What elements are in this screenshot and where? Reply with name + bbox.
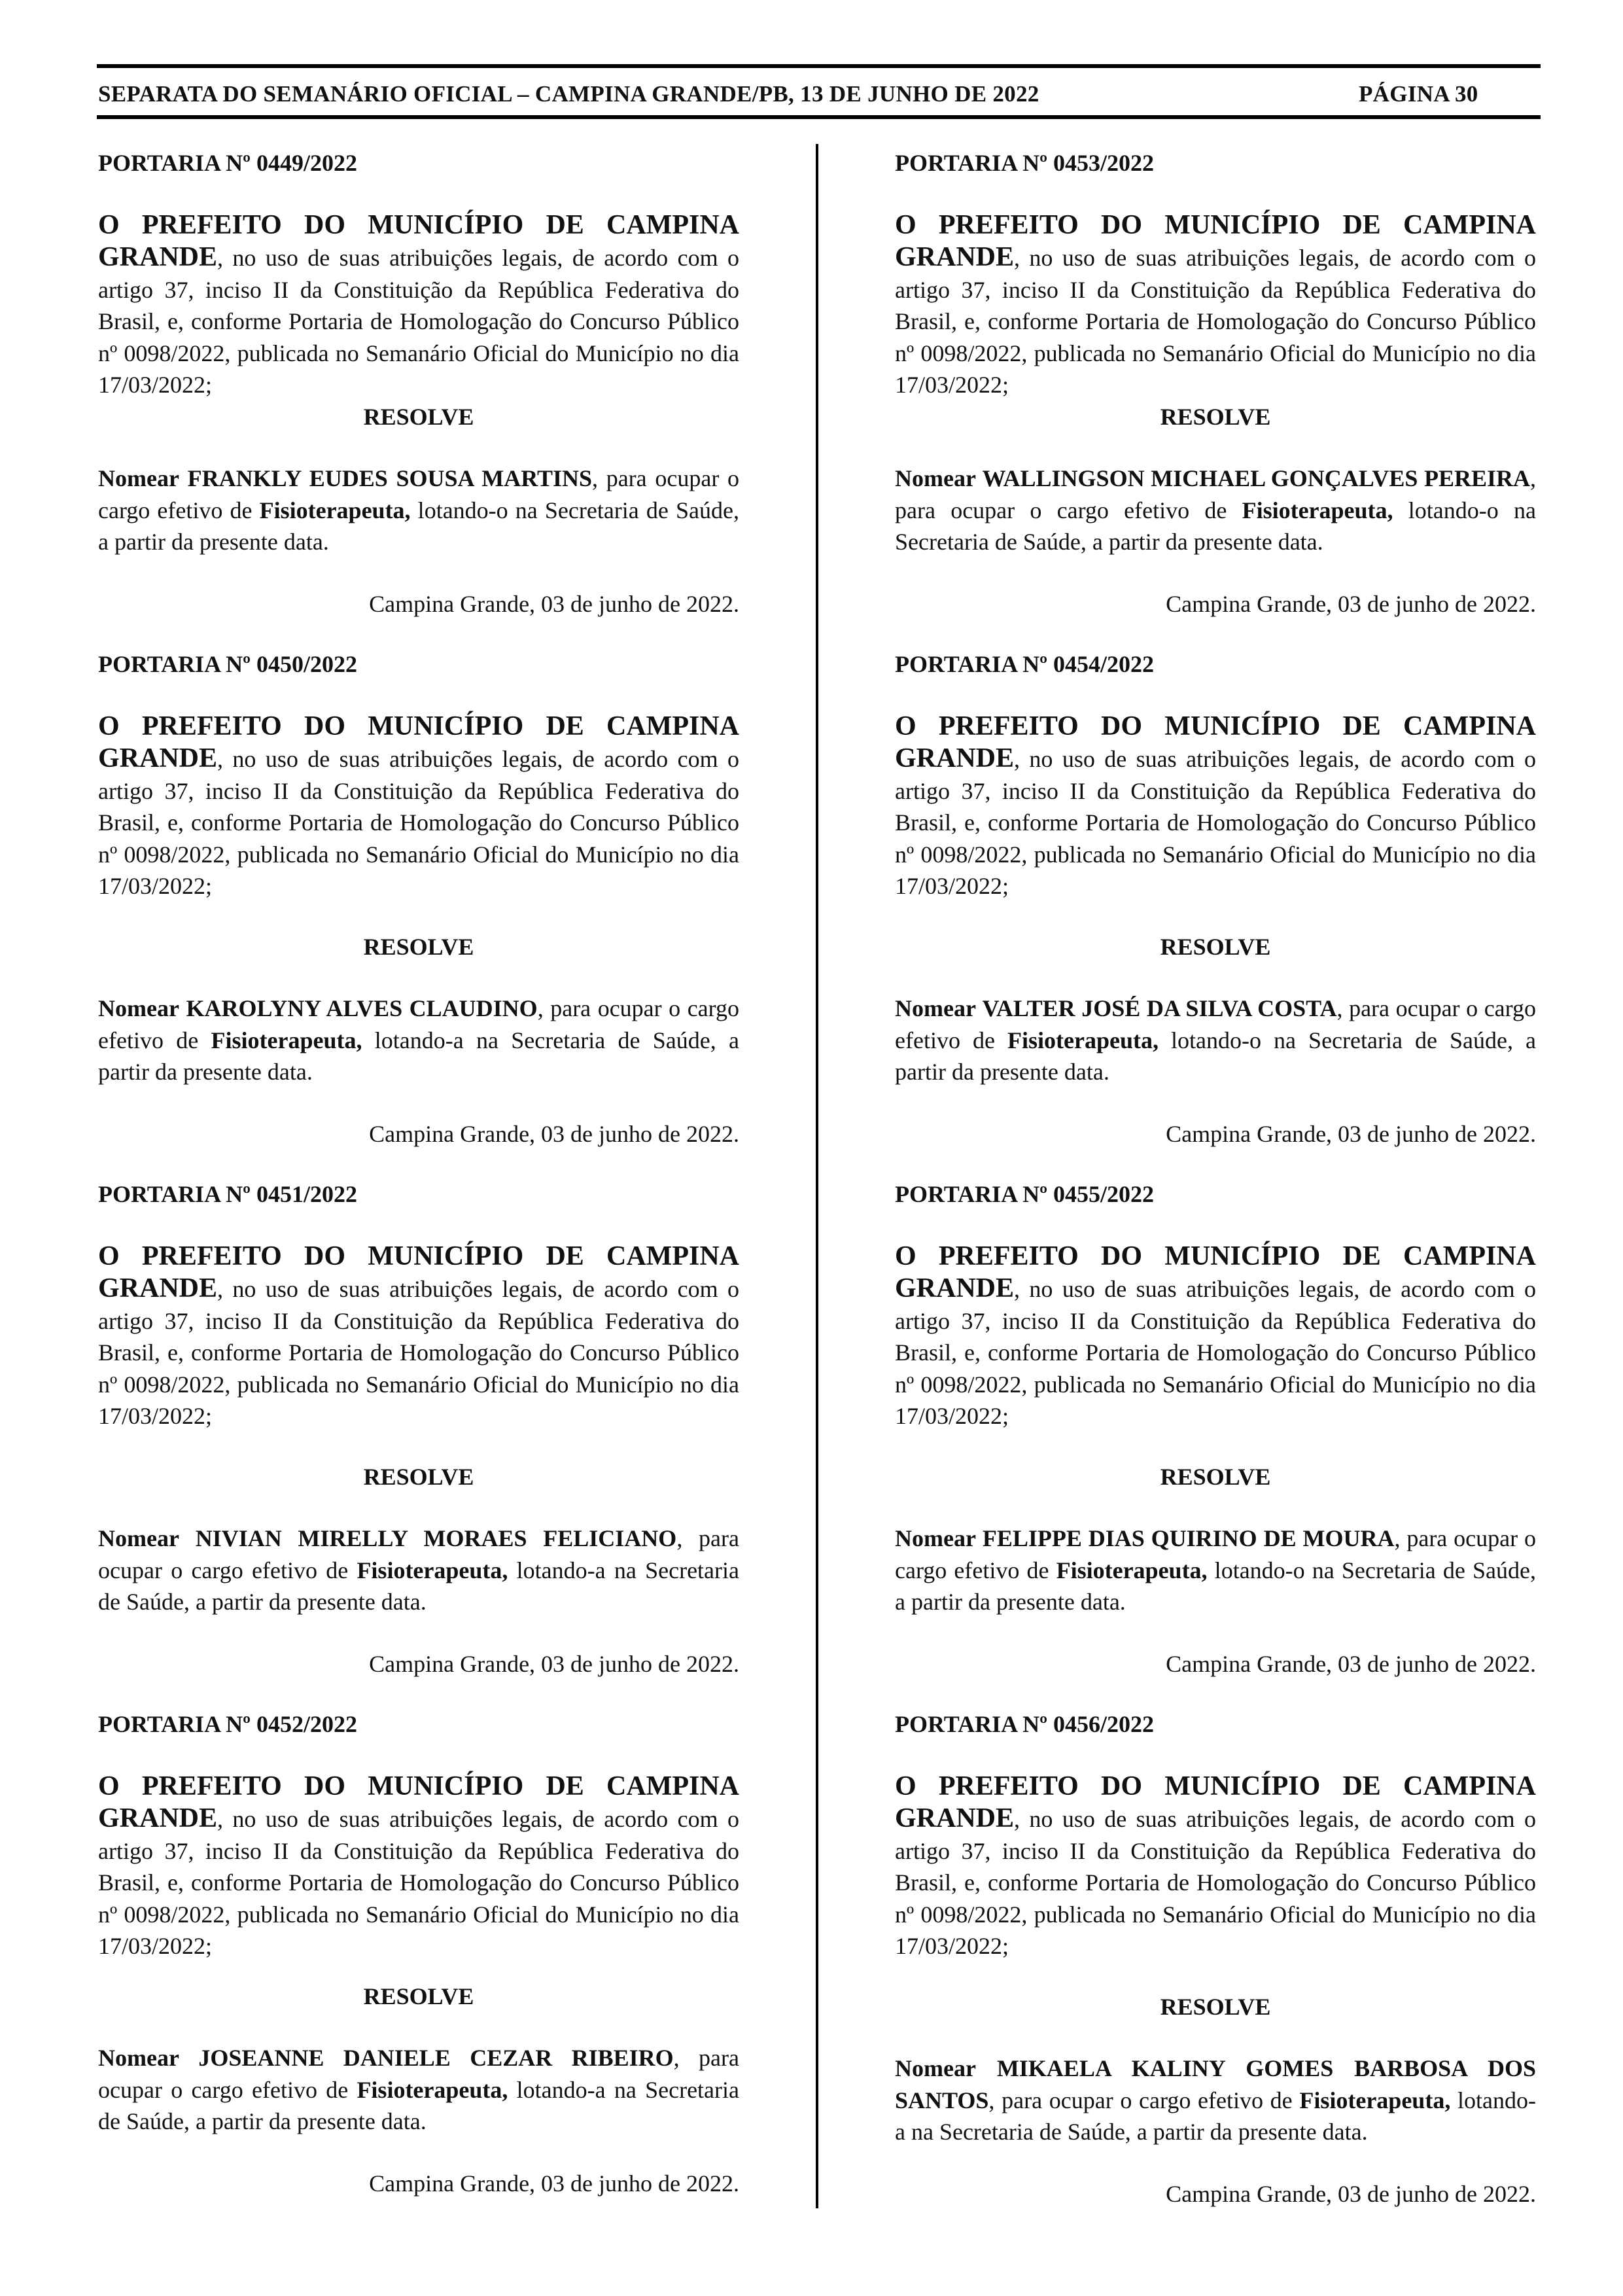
cargo-name: Fisioterapeuta, bbox=[1056, 1557, 1208, 1583]
nomear-label: Nomear bbox=[98, 465, 179, 491]
portaria-title: PORTARIA Nº 0456/2022 bbox=[895, 1711, 1154, 1737]
portaria-intro bbox=[895, 209, 1536, 401]
resolve-heading: RESOLVE bbox=[363, 1463, 474, 1490]
prefeito-label: O PREFEITO DO MUNICÍPIO DE CAMPINA GRANDE bbox=[98, 209, 739, 272]
signature-date: Campina Grande, 03 de junho de 2022. bbox=[1166, 1120, 1536, 1147]
cargo-name: Fisioterapeuta, bbox=[259, 497, 411, 523]
intro-text: , no uso de suas atribuições legais, de acordo com o artigo 37, inciso II da Constituição da República Federativa do Brasil, e, conforme Portaria de Homologação do Concurso Público nº 0098/2022, publicada no Semanário Oficial do Município no dia 17/03/2022; bbox=[98, 746, 739, 899]
signature-date: Campina Grande, 03 de junho de 2022. bbox=[1166, 590, 1536, 617]
nomeacao-suffix: lotando-a na Secretaria de Saúde, a partir da presente data. bbox=[895, 2087, 1536, 2145]
portaria-intro bbox=[895, 711, 1536, 902]
portaria-0454 bbox=[895, 648, 1536, 1150]
nomeacao-text bbox=[895, 2053, 1536, 2148]
nomear-label: Nomear bbox=[98, 1525, 179, 1551]
intro-text: , no uso de suas atribuições legais, de acordo com o artigo 37, inciso II da Constituição da República Federativa do Brasil, e, conforme Portaria de Homologação do Concurso Público nº 0098/2022, publicada no Semanário Oficial do Município no dia 17/03/2022; bbox=[98, 245, 739, 398]
intro-text: , no uso de suas atribuições legais, de acordo com o artigo 37, inciso II da Constituição da República Federativa do Brasil, e, conforme Portaria de Homologação do Concurso Público nº 0098/2022, publicada no Semanário Oficial do Município no dia 17/03/2022; bbox=[895, 746, 1536, 899]
portaria-intro bbox=[895, 1771, 1536, 1962]
intro-text: , no uso de suas atribuições legais, de acordo com o artigo 37, inciso II da Constituição da República Federativa do Brasil, e, conforme Portaria de Homologação do Concurso Público nº 0098/2022, publicada no Semanário Oficial do Município no dia 17/03/2022; bbox=[895, 1806, 1536, 1959]
portaria-intro bbox=[895, 1241, 1536, 1432]
cargo-name: Fisioterapeuta, bbox=[357, 1557, 508, 1583]
nominee-name: WALLINGSON MICHAEL GONÇALVES PEREIRA bbox=[982, 465, 1531, 491]
nomear-label: Nomear bbox=[98, 995, 179, 1021]
intro-text: , no uso de suas atribuições legais, de acordo com o artigo 37, inciso II da Constituição da República Federativa do Brasil, e, conforme Portaria de Homologação do Concurso Público nº 0098/2022, publicada no Semanário Oficial do Município no dia 17/03/2022; bbox=[895, 245, 1536, 398]
cargo-prefix: , para ocupar o cargo efetivo de bbox=[895, 995, 1537, 1053]
cargo-prefix: , para ocupar o cargo efetivo de bbox=[98, 1525, 739, 1583]
nomeacao-text bbox=[98, 2042, 739, 2138]
portaria-title: PORTARIA Nº 0450/2022 bbox=[98, 651, 357, 677]
nomear-label: Nomear bbox=[895, 2055, 976, 2081]
nomeacao-suffix: lotando-o na Secretaria de Saúde, a partir da presente data. bbox=[98, 497, 739, 555]
resolve-heading: RESOLVE bbox=[1160, 403, 1271, 430]
nomeacao-suffix: lotando-o na Secretaria de Saúde, a partir da presente data. bbox=[895, 1557, 1536, 1615]
signature-date: Campina Grande, 03 de junho de 2022. bbox=[369, 2170, 739, 2197]
nomeacao-text bbox=[98, 463, 739, 558]
portaria-0453 bbox=[895, 147, 1536, 620]
prefeito-label: O PREFEITO DO MUNICÍPIO DE CAMPINA GRANDE bbox=[98, 1241, 739, 1303]
portaria-0449 bbox=[98, 147, 739, 620]
cargo-prefix: , para ocupar o cargo efetivo de bbox=[98, 2045, 739, 2103]
prefeito-label: O PREFEITO DO MUNICÍPIO DE CAMPINA GRANDE bbox=[98, 711, 739, 773]
nominee-name: MIKAELA KALINY GOMES BARBOSA DOS SANTOS bbox=[895, 2055, 1537, 2113]
nomear-label: Nomear bbox=[895, 995, 976, 1021]
header-bottom-rule bbox=[97, 115, 1541, 119]
nomeacao-suffix: lotando-o na Secretaria de Saúde, a partir da presente data. bbox=[895, 497, 1536, 555]
nominee-name: NIVIAN MIRELLY MORAES FELICIANO bbox=[195, 1525, 677, 1551]
nomear-label: Nomear bbox=[895, 465, 976, 491]
intro-text: , no uso de suas atribuições legais, de acordo com o artigo 37, inciso II da Constituição da República Federativa do Brasil, e, conforme Portaria de Homologação do Concurso Público nº 0098/2022, publicada no Semanário Oficial do Município no dia 17/03/2022; bbox=[98, 1276, 739, 1429]
portaria-0455 bbox=[895, 1178, 1536, 1680]
portaria-intro bbox=[98, 711, 739, 902]
cargo-prefix: , para ocupar o cargo efetivo de bbox=[988, 2087, 1300, 2113]
nomeacao-suffix: lotando-a na Secretaria de Saúde, a partir da presente data. bbox=[98, 1557, 739, 1615]
cargo-name: Fisioterapeuta, bbox=[1007, 1027, 1159, 1053]
portaria-title: PORTARIA Nº 0453/2022 bbox=[895, 150, 1154, 176]
portaria-intro bbox=[98, 1241, 739, 1432]
nominee-name: JOSEANNE DANIELE CEZAR RIBEIRO bbox=[198, 2045, 674, 2071]
left-column bbox=[98, 147, 739, 2199]
signature-date: Campina Grande, 03 de junho de 2022. bbox=[369, 1120, 739, 1147]
nominee-name: KAROLYNY ALVES CLAUDINO bbox=[186, 995, 538, 1021]
right-column bbox=[895, 147, 1536, 2210]
nominee-name: FELIPPE DIAS QUIRINO DE MOURA bbox=[982, 1525, 1395, 1551]
prefeito-label: O PREFEITO DO MUNICÍPIO DE CAMPINA GRANDE bbox=[895, 1771, 1536, 1833]
cargo-prefix: , para ocupar o cargo efetivo de bbox=[895, 465, 1537, 523]
nominee-name: VALTER JOSÉ DA SILVA COSTA bbox=[982, 995, 1337, 1021]
intro-text: , no uso de suas atribuições legais, de acordo com o artigo 37, inciso II da Constituição da República Federativa do Brasil, e, conforme Portaria de Homologação do Concurso Público nº 0098/2022, publicada no Semanário Oficial do Município no dia 17/03/2022; bbox=[98, 1806, 739, 1959]
portaria-title: PORTARIA Nº 0451/2022 bbox=[98, 1181, 357, 1207]
cargo-prefix: , para ocupar o cargo efetivo de bbox=[895, 1525, 1537, 1583]
portaria-intro bbox=[98, 1771, 739, 1962]
resolve-heading: RESOLVE bbox=[363, 933, 474, 960]
cargo-name: Fisioterapeuta, bbox=[1242, 497, 1393, 523]
nomeacao-suffix: lotando-a na Secretaria de Saúde, a partir da presente data. bbox=[98, 1027, 739, 1085]
cargo-name: Fisioterapeuta, bbox=[357, 2076, 508, 2103]
intro-text: , no uso de suas atribuições legais, de acordo com o artigo 37, inciso II da Constituição da República Federativa do Brasil, e, conforme Portaria de Homologação do Concurso Público nº 0098/2022, publicada no Semanário Oficial do Município no dia 17/03/2022; bbox=[895, 1276, 1536, 1429]
nomear-label: Nomear bbox=[895, 1525, 976, 1551]
portaria-intro bbox=[98, 209, 739, 401]
cargo-prefix: , para ocupar o cargo efetivo de bbox=[98, 995, 739, 1053]
nominee-name: FRANKLY EUDES SOUSA MARTINS bbox=[187, 465, 592, 491]
cargo-name: Fisioterapeuta, bbox=[1299, 2087, 1451, 2113]
portaria-0450 bbox=[98, 648, 739, 1150]
nomeacao-text bbox=[895, 993, 1536, 1088]
resolve-heading: RESOLVE bbox=[1160, 1463, 1271, 1490]
column-divider bbox=[816, 144, 818, 2208]
signature-date: Campina Grande, 03 de junho de 2022. bbox=[369, 1650, 739, 1677]
portaria-0456 bbox=[895, 1708, 1536, 2210]
signature-date: Campina Grande, 03 de junho de 2022. bbox=[1166, 1650, 1536, 1677]
prefeito-label: O PREFEITO DO MUNICÍPIO DE CAMPINA GRANDE bbox=[895, 1241, 1536, 1303]
portaria-0452 bbox=[98, 1708, 739, 2199]
nomear-label: Nomear bbox=[98, 2045, 179, 2071]
signature-date: Campina Grande, 03 de junho de 2022. bbox=[1166, 2180, 1536, 2207]
portaria-title: PORTARIA Nº 0455/2022 bbox=[895, 1181, 1154, 1207]
resolve-heading: RESOLVE bbox=[1160, 1993, 1271, 2020]
nomeacao-text bbox=[895, 463, 1536, 558]
cargo-name: Fisioterapeuta, bbox=[211, 1027, 362, 1053]
nomeacao-suffix: lotando-o na Secretaria de Saúde, a partir da presente data. bbox=[895, 1027, 1536, 1085]
resolve-heading: RESOLVE bbox=[1160, 933, 1271, 960]
portaria-0451 bbox=[98, 1178, 739, 1680]
signature-date: Campina Grande, 03 de junho de 2022. bbox=[369, 590, 739, 617]
nomeacao-text bbox=[98, 1523, 739, 1618]
header-title: SEPARATA DO SEMANÁRIO OFICIAL – CAMPINA GRANDE/PB, 13 DE JUNHO DE 2022 bbox=[98, 81, 1039, 107]
prefeito-label: O PREFEITO DO MUNICÍPIO DE CAMPINA GRANDE bbox=[98, 1771, 739, 1833]
nomeacao-text bbox=[895, 1523, 1536, 1618]
prefeito-label: O PREFEITO DO MUNICÍPIO DE CAMPINA GRANDE bbox=[895, 711, 1536, 773]
page-number: PÁGINA 30 bbox=[1359, 81, 1478, 107]
nomeacao-suffix: lotando-a na Secretaria de Saúde, a partir da presente data. bbox=[98, 2076, 739, 2134]
resolve-heading: RESOLVE bbox=[363, 1983, 474, 2009]
nomeacao-text bbox=[98, 993, 739, 1088]
prefeito-label: O PREFEITO DO MUNICÍPIO DE CAMPINA GRANDE bbox=[895, 209, 1536, 272]
portaria-title: PORTARIA Nº 0449/2022 bbox=[98, 150, 357, 176]
cargo-prefix: , para ocupar o cargo efetivo de bbox=[98, 465, 740, 523]
portaria-title: PORTARIA Nº 0454/2022 bbox=[895, 651, 1154, 677]
portaria-title: PORTARIA Nº 0452/2022 bbox=[98, 1711, 357, 1737]
header-top-rule bbox=[97, 64, 1541, 68]
resolve-heading: RESOLVE bbox=[363, 403, 474, 430]
